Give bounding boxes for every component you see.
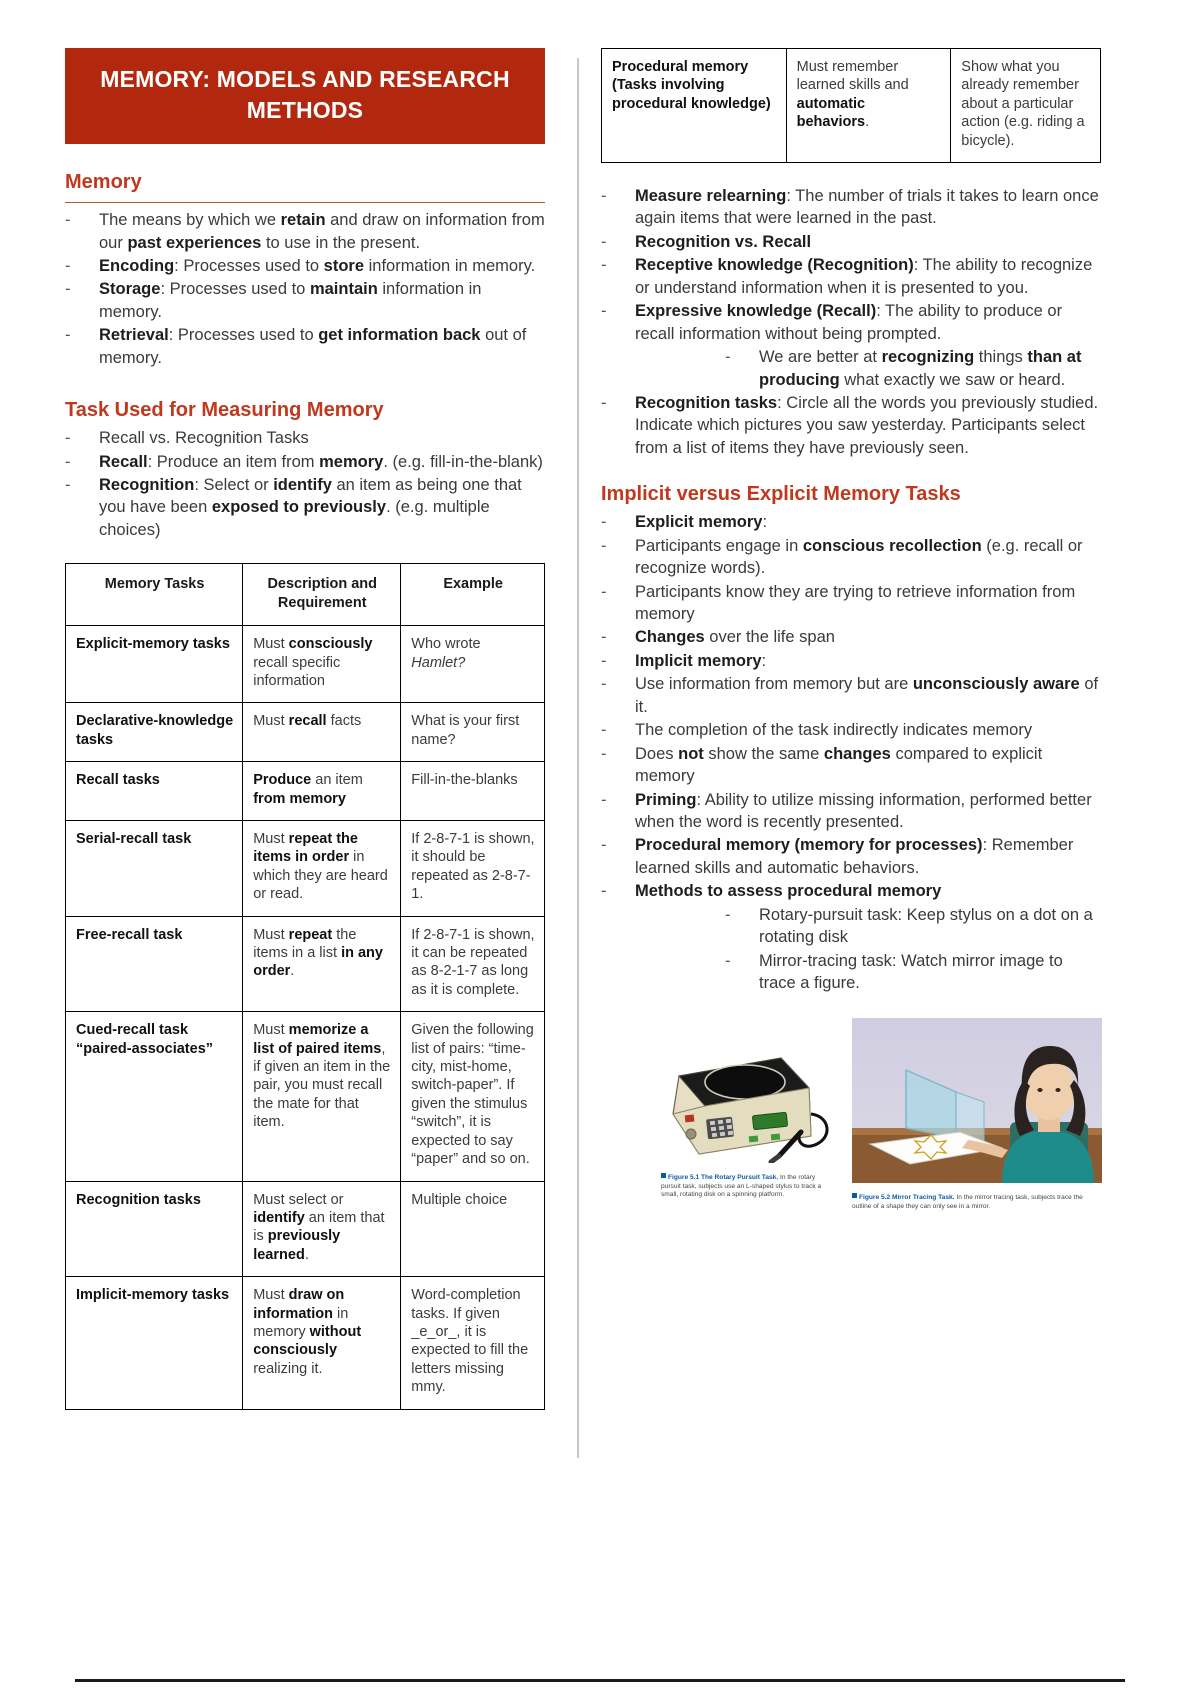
table-row <box>66 821 545 917</box>
dash-bullet-icon: - <box>601 882 607 901</box>
list-item-text: The means by which we retain and draw on information from our past experiences to use in the present. <box>99 211 545 252</box>
list-item-text: Recognition: Select or identify an item as being one that you have been exposed to previously. (e.g. multiple choices) <box>99 476 522 539</box>
list-item-text: Changes over the life span <box>635 628 835 647</box>
cell-task: Recall tasks <box>66 762 243 821</box>
page-bottom-rule <box>75 1679 1125 1682</box>
rotary-pursuit-illustration <box>661 1018 836 1163</box>
figure-caption-label: Figure 5.1 The Rotary Pursuit Task. <box>668 1174 779 1182</box>
procedural-methods-list <box>601 880 1101 902</box>
mirror-tracing-figure <box>852 1018 1102 1210</box>
implicit-memory-list <box>601 650 1101 672</box>
list-item <box>725 950 1101 995</box>
list-item-text: Mirror-tracing task: Watch mirror image to trace a figure. <box>759 951 1063 993</box>
list-item-text: The completion of the task indirectly indicates memory <box>635 721 1033 740</box>
dash-bullet-icon: - <box>65 211 71 230</box>
cell-example: What is your first name? <box>401 703 545 762</box>
table-row <box>66 1181 545 1277</box>
cell-description: Must consciously recall specific information <box>243 626 401 703</box>
caption-square-icon <box>852 1193 857 1198</box>
dash-bullet-icon: - <box>65 429 71 448</box>
figure-caption-label: Figure 5.2 Mirror Tracing Task. <box>859 1194 955 1202</box>
explicit-memory-list <box>601 511 1101 533</box>
cell-task: Declarative-knowledge tasks <box>66 703 243 762</box>
cell-example: If 2-8-7-1 is shown, it should be repeated as 2-8-7-1. <box>401 821 545 917</box>
dash-bullet-icon: - <box>65 476 71 495</box>
section-heading-memory: Memory <box>65 170 545 203</box>
dash-bullet-icon: - <box>601 836 607 855</box>
task-sub-bullet-list <box>65 451 545 542</box>
cell-description: Must remember learned skills and automatic behaviors. <box>786 49 951 163</box>
table-body <box>602 49 1101 163</box>
recognizing-note-list <box>725 346 1101 391</box>
list-item <box>725 904 1101 949</box>
cell-task: Recognition tasks <box>66 1181 243 1277</box>
dash-bullet-icon: - <box>601 536 607 555</box>
cell-task: Explicit-memory tasks <box>66 626 243 703</box>
cell-task: Free-recall task <box>66 916 243 1012</box>
list-item-text: Recognition tasks: Circle all the words you previously studied. Indicate which pictures you saw yesterday. Participants select from a list of items they have previously seen. <box>635 393 1099 457</box>
list-item <box>601 743 1101 788</box>
dash-bullet-icon: - <box>601 256 607 275</box>
list-item <box>65 474 545 541</box>
recognition-tasks-list <box>601 392 1101 459</box>
list-item-text: Recall vs. Recognition Tasks <box>99 429 309 448</box>
list-item-text: Procedural memory (memory for processes): Remember learned skills and automatic behaviors. <box>635 836 1074 877</box>
mirror-tracing-illustration <box>852 1018 1102 1183</box>
procedural-memory-table <box>601 48 1101 163</box>
relearning-bullet-list <box>601 185 1101 253</box>
dash-bullet-icon: - <box>725 951 731 970</box>
dash-bullet-icon: - <box>65 256 71 275</box>
list-item <box>601 789 1101 834</box>
list-item-text: Priming: Ability to utilize missing information, performed better when the word is recently presented. <box>635 790 1092 831</box>
figure-caption-text: In the mirror tracing task, subjects trace the outline of a shape they can only see in a mirror. <box>852 1194 1083 1210</box>
list-item-text: Rotary-pursuit task: Keep stylus on a dot on a rotating disk <box>759 905 1093 947</box>
list-item <box>601 650 1101 672</box>
dash-bullet-icon: - <box>601 675 607 694</box>
dash-bullet-icon: - <box>601 628 607 647</box>
figure-row <box>661 1018 1101 1210</box>
dash-bullet-icon: - <box>65 280 71 299</box>
column-header-description: Description and Requirement <box>243 564 401 626</box>
list-item-text: Storage: Processes used to maintain information in memory. <box>99 280 482 321</box>
cell-description: Must memorize a list of paired items, if given an item in the pair, you must recall the mate for that item. <box>243 1012 401 1181</box>
list-item-text: Recall: Produce an item from memory. (e.g. fill-in-the-blank) <box>99 452 543 471</box>
list-item-text: Encoding: Processes used to store information in memory. <box>99 256 536 275</box>
dash-bullet-icon: - <box>725 905 731 924</box>
list-item <box>601 719 1101 741</box>
dash-bullet-icon: - <box>65 452 71 471</box>
table-row <box>66 916 545 1012</box>
list-item-text: Participants know they are trying to retrieve information from memory <box>635 582 1076 624</box>
list-item <box>601 231 1101 253</box>
dash-bullet-icon: - <box>601 393 607 412</box>
cell-example: Fill-in-the-blanks <box>401 762 545 821</box>
list-item <box>601 185 1101 230</box>
procedural-tasks-list <box>725 904 1101 995</box>
list-item <box>601 673 1101 718</box>
table-row <box>66 1277 545 1409</box>
list-item <box>601 581 1101 626</box>
section-heading-task-measuring-memory: Task Used for Measuring Memory <box>65 399 384 422</box>
rotary-pursuit-figure <box>661 1018 836 1210</box>
list-item-text: We are better at recognizing things than at producing what exactly we saw or heard. <box>759 348 1082 389</box>
right-column <box>601 48 1101 1458</box>
list-item-text: Receptive knowledge (Recognition): The ability to recognize or understand information when it is presented to you. <box>635 256 1093 297</box>
list-item <box>65 209 545 254</box>
list-item <box>65 451 545 473</box>
table-row <box>66 626 545 703</box>
list-item <box>601 511 1101 533</box>
list-item-text: Does not show the same changes compared to explicit memory <box>635 744 1043 786</box>
dash-bullet-icon: - <box>601 582 607 601</box>
dash-bullet-icon: - <box>601 790 607 809</box>
table-row <box>66 1012 545 1181</box>
left-column <box>40 48 555 1458</box>
document-title-banner: MEMORY: MODELS AND RESEARCH METHODS <box>65 48 545 144</box>
procedural-memory-list <box>601 834 1101 879</box>
list-item <box>725 346 1101 391</box>
list-item <box>601 880 1101 902</box>
dash-bullet-icon: - <box>725 348 731 367</box>
list-item <box>65 255 545 277</box>
cell-example: Show what you already remember about a particular action (e.g. riding a bicycle). <box>951 49 1101 163</box>
cell-description: Must select or identify an item that is previously learned. <box>243 1181 401 1277</box>
cell-task: Cued-recall task “paired-associates” <box>66 1012 243 1181</box>
list-item-text: Explicit memory: <box>635 513 768 532</box>
implicit-memory-sub-list <box>601 673 1101 833</box>
figure-caption-text: In the rotary pursuit task, subjects use an L-shaped stylus to track a small, rotating disk on a spinning platform. <box>661 1174 822 1198</box>
list-item <box>65 427 545 449</box>
list-item-text: Participants engage in conscious recollection (e.g. recall or recognize words). <box>635 536 1083 578</box>
dash-bullet-icon: - <box>65 326 71 345</box>
list-item <box>601 626 1101 648</box>
dash-bullet-icon: - <box>601 513 607 532</box>
list-item-text: Implicit memory: <box>635 651 767 670</box>
list-item-text: Measure relearning: The number of trials it takes to learn once again items that were learned in the past. <box>635 187 1099 228</box>
cell-description: Must repeat the items in order in which they are heard or read. <box>243 821 401 917</box>
dash-bullet-icon: - <box>601 232 607 251</box>
list-item <box>601 535 1101 580</box>
list-item-text: Recognition vs. Recall <box>635 232 812 251</box>
figure-caption <box>661 1173 836 1199</box>
cell-example: Who wrote Hamlet? <box>401 626 545 703</box>
table-header-row <box>66 564 545 626</box>
dash-bullet-icon: - <box>601 187 607 206</box>
table-row <box>602 49 1101 163</box>
list-item <box>65 324 545 369</box>
explicit-memory-sub-list <box>601 535 1101 649</box>
list-item <box>601 254 1101 299</box>
column-header-example: Example <box>401 564 545 626</box>
list-item <box>601 300 1101 345</box>
list-item-text: Retrieval: Processes used to get information back out of memory. <box>99 326 527 367</box>
list-item-text: Methods to assess procedural memory <box>635 882 942 901</box>
recognition-recall-sub-list <box>601 254 1101 345</box>
cell-description: Must draw on information in memory without consciously realizing it. <box>243 1277 401 1409</box>
memory-tasks-table <box>65 563 545 1409</box>
cell-example: Multiple choice <box>401 1181 545 1277</box>
memory-bullet-list <box>65 209 545 369</box>
section-heading-implicit-explicit: Implicit versus Explicit Memory Tasks <box>601 483 961 506</box>
figure-caption <box>852 1193 1102 1210</box>
dash-bullet-icon: - <box>601 651 607 670</box>
column-header-memory-tasks: Memory Tasks <box>66 564 243 626</box>
cell-description: Must repeat the items in a list in any order. <box>243 916 401 1012</box>
list-item <box>601 834 1101 879</box>
cell-example: Word-completion tasks. If given _e_or_, it is expected to fill the letters missing mmy. <box>401 1277 545 1409</box>
dash-bullet-icon: - <box>601 744 607 763</box>
dash-bullet-icon: - <box>601 721 607 740</box>
cell-task: Implicit-memory tasks <box>66 1277 243 1409</box>
task-bullet-list <box>65 427 545 449</box>
spacer <box>65 370 545 398</box>
list-item <box>601 392 1101 459</box>
column-divider <box>577 58 579 1458</box>
table-row <box>66 762 545 821</box>
cell-description: Must recall facts <box>243 703 401 762</box>
table-body <box>66 626 545 1409</box>
cell-example: If 2-8-7-1 is shown, it can be repeated as 8-2-1-7 as long as it is complete. <box>401 916 545 1012</box>
table-row <box>66 703 545 762</box>
dash-bullet-icon: - <box>601 302 607 321</box>
list-item-text: Use information from memory but are unconsciously aware of it. <box>635 675 1099 716</box>
cell-task: Procedural memory (Tasks involving procedural knowledge) <box>602 49 787 163</box>
cell-task: Serial-recall task <box>66 821 243 917</box>
list-item-text: Expressive knowledge (Recall): The ability to produce or recall information without being prompted. <box>635 302 1063 343</box>
cell-example: Given the following list of pairs: “time-city, mist-home, switch-paper”. If given the stimulus “switch”, it is expected to say “paper” and so on. <box>401 1012 545 1181</box>
cell-description: Produce an item from memory <box>243 762 401 821</box>
caption-square-icon <box>661 1173 666 1178</box>
list-item <box>65 278 545 323</box>
